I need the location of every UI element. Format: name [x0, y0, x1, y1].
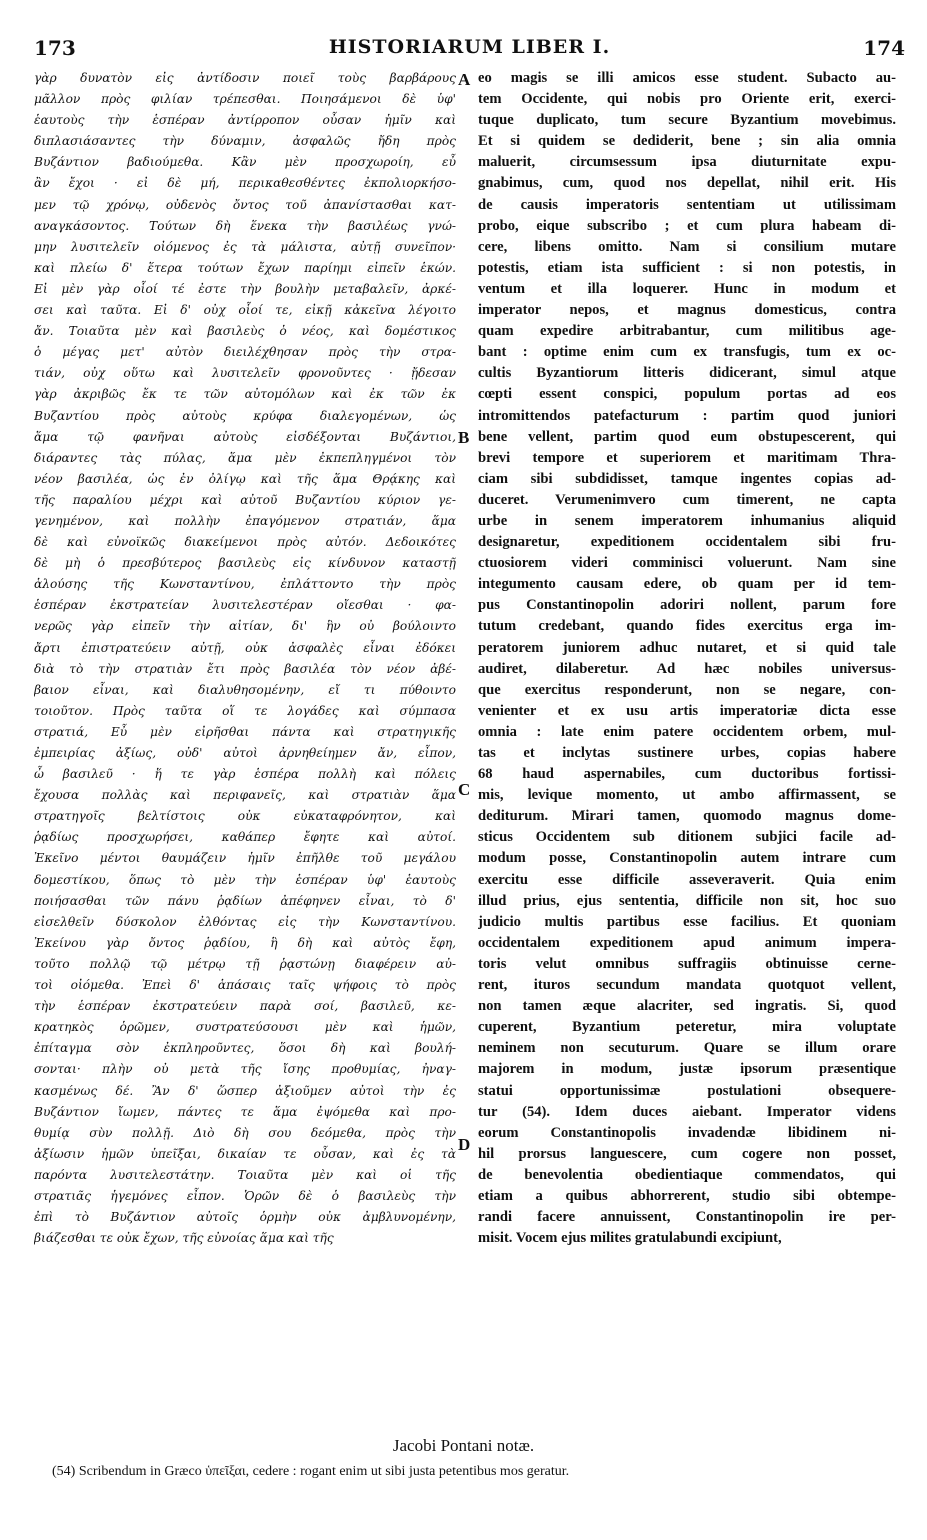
- latin-text-line: exercitu esse difficile asseveraverit. Quia enim: [478, 871, 896, 888]
- latin-text-line: etiam a quibus abhorrerent, studio sibi obtempe-: [478, 1187, 896, 1204]
- greek-text-line: ἀξίωσιν ἡμῶν ὑπεῖξαι, δικαίαν τε οὖσαν, καὶ ἐς τὰ: [34, 1146, 456, 1161]
- latin-text-line: misit. Vocem ejus milites gratulabundi excipiunt,: [478, 1230, 782, 1247]
- running-title: HISTORIARUM LIBER I.: [328, 36, 611, 58]
- latin-text-line: de benevolentia obedientiaque commendatos, qui: [478, 1166, 896, 1183]
- latin-text-line: designaretur, expeditionem occidentalem sibi fru-: [478, 534, 896, 551]
- latin-text-line: cultis Byzantiorum litteris didicerant, simul atque: [478, 365, 896, 382]
- latin-text-line: 68 haud aspernabiles, cum ductoribus fortissi-: [478, 766, 896, 783]
- greek-text-line: στρατιᾶς ἡγεμόνες εἶπον. Ὁρῶν δὲ ὁ βασιλεὺς τὴν: [34, 1188, 456, 1203]
- greek-text-line: τοὶ οἰόμεθα. Ἐπεὶ δ' ἁπάσαις ταῖς ψήφοις τὸ πρὸς: [34, 978, 456, 993]
- latin-text-line: omnia : late enim patere occidentem orbem, mul-: [478, 723, 896, 740]
- greek-text-line: σει καὶ ταῦτα. Εἰ δ' οὐχ οἷοί τε, εἰκῇ κἀκεῖνα λέγοιτο: [34, 303, 456, 318]
- latin-text-line: eorum Constantinopolis invadendæ libidinem ni-: [478, 1124, 896, 1141]
- latin-text-line: ciam sibi subdidisset, tamque ingentes copias ad-: [478, 470, 896, 487]
- greek-text-line: αναγκάσοντος. Τούτων δὴ ἕνεκα τὴν βασιλέως γνώ-: [34, 218, 456, 233]
- greek-text-line: στρατιά, Εὖ μὲν εἰρῆσθαι πάντα καὶ στρατηγικῆς: [34, 724, 456, 739]
- latin-text-line: potestis, etiam ista sufficient : si non potestis, in: [478, 259, 896, 276]
- latin-text-line: peratorem juniorem adhuc nutaret, et si quid tale: [478, 639, 896, 656]
- greek-text-line: δὲ μὴ ὁ πρεσβύτερος βασιλεὺς εἰς κίνδυνον καταστῇ: [34, 556, 456, 571]
- greek-text-line: ἄν. Τοιαῦτα μὲν καὶ βασιλεὺς ὁ νέος, καὶ δομέστικος: [34, 324, 456, 339]
- latin-text-line: neminem non secuturum. Quare se illum orare: [478, 1040, 896, 1057]
- greek-text-line: δομεστίκου, ὅπως τὸ μὲν τὴν ἑσπέραν ὑφ' ἑαυτοὺς: [34, 872, 456, 887]
- latin-text-line: bene vellent, partim quod eum obstupescerent, qui: [478, 428, 896, 445]
- latin-text-line: hil prorsus languescere, cum cogere non posset,: [478, 1145, 896, 1162]
- greek-text-line: διπλασιάσαντες τὴν δύναμιν, ἀσφαλῶς ἤδη πρὸς: [34, 134, 456, 149]
- latin-text-line: maluerit, circumsessum ipsa diuturnitate expu-: [478, 154, 896, 171]
- margin-marker-d: D: [458, 1135, 471, 1154]
- latin-text-line: cere, libens omitto. Nam si consilium mutare: [478, 238, 896, 255]
- latin-text-line: statui opportunissimæ postulationi obsequere-: [478, 1082, 896, 1099]
- latin-text-line: non tamen æque alacriter, sed ingratis. Si, quod: [478, 998, 896, 1015]
- greek-text-line: ὦ βασιλεῦ · ἥ τε γὰρ ἑσπέρα πολλὴ καὶ πόλεις: [34, 767, 456, 782]
- greek-text-line: εἰσελθεῖν δύσκολον ἐλθόντας εἰς τὴν Κωνσταντίνου.: [34, 914, 456, 929]
- latin-text-line: tutum credebant, quando fides exercitus erga im-: [478, 618, 896, 635]
- greek-text-line: ἑαυτοὺς τὴν ἑσπέραν ἀντίρροπον οὖσαν ἡμῖν καὶ: [34, 113, 456, 128]
- greek-text-line: τοῦτο πολλῷ τῷ μέτρῳ τῇ ῥᾳστώνῃ διαφέρειν αὐ-: [34, 956, 456, 971]
- latin-text-line: de causis imperatoris sententiam ut utilissimam: [478, 196, 896, 213]
- greek-text-line: στρατηγοῖς βελτίστοις οὐκ εὐκαταφρόνητον, καὶ: [34, 809, 456, 824]
- greek-text-line: ῥᾳδίως προσχωρήσει, καθάπερ ἔφητε καὶ αὐτοί.: [34, 830, 456, 845]
- greek-text-line: Βυζάντιον βαδιούμεθα. Κἂν μὲν προσχωροίη, εὖ: [34, 155, 456, 170]
- greek-text-line: διὰ τὸ τὴν στρατιὰν ἔτι πρὸς βασιλέα τὸν νέον ἀβέ-: [34, 661, 456, 676]
- greek-text-line: μην λυσιτελεῖν οἰόμενος ἐς τὰ μάλιστα, αὐτῇ συνεῖπον·: [34, 239, 456, 254]
- greek-text-line: κασμένως δέ. Ἂν δ' ὥσπερ ἀξιοῦμεν αὐτοὶ τὴν ἐς: [34, 1083, 456, 1098]
- latin-text-line: randi facere annuissent, Constantinopolin ire per-: [478, 1209, 896, 1226]
- latin-text-line: pus Constantinopolin adoriri nollent, parum fore: [478, 597, 896, 614]
- latin-text-line: cuperent, Byzantium peteretur, mira voluptate: [478, 1019, 896, 1036]
- greek-text-line: μᾶλλον πρὸς φιλίαν τρέπεσθαι. Ποιησάμενοι δὲ ὑφ': [34, 92, 456, 107]
- greek-text-line: θυμίᾳ σὺν πολλῇ. Διὸ δὴ σου δεόμεθα, πρὸς τὴν: [34, 1125, 456, 1140]
- greek-text-line: Ἐκεῖνο μέντοι θαυμάζειν ἡμῖν ἐπῆλθε τοῦ μεγάλου: [34, 851, 456, 866]
- latin-text-line: audiret, dilaberetur. Ad hæc nobiles universus-: [478, 660, 896, 677]
- greek-text-line: Ἐκείνου γὰρ ὄντος ῥᾳδίου, ἣ δὴ καὶ αὐτὸς ἔφη,: [34, 935, 456, 950]
- greek-text-line: Βυζαντίου πρὸς αὐτοὺς κρύφα διαλεγομένων, ὡς: [34, 408, 456, 423]
- margin-marker-b: B: [458, 428, 470, 447]
- latin-text-column: [478, 68, 896, 1249]
- margin-marker-c: C: [458, 780, 471, 799]
- greek-text-line: δὲ καὶ εὐνοϊκῶς διακείμενοι πρὸς αὐτόν. Δεδοικότες: [34, 535, 456, 550]
- greek-text-line: γὰρ δυνατὸν εἰς ἀντίδοσιν ποιεῖ τοὺς βαρβάρους: [34, 71, 456, 85]
- latin-text-line: gnabimus, cum, quod nos depellat, nihil erit. His: [478, 175, 896, 192]
- latin-text-line: intromittendos patefacturum : partim quod juniori: [478, 407, 896, 424]
- greek-text-line: ἑσπέραν ἐκστρατείαν λυσιτελεστέραν οἴεσθαι · φα-: [34, 598, 456, 613]
- greek-text-line: ἔχουσα πολλὰς καὶ περιφανεῖς, καὶ στρατιὰν ἅμα: [34, 788, 456, 803]
- greek-text-line: Εἰ μὲν γὰρ οἷοί τέ ἐστε τὴν βουλὴν μεταβαλεῖν, ἀρκέ-: [34, 281, 456, 296]
- greek-text-line: ἅμα τῷ φανῆναι αὐτοὺς εἰσδέξονται Βυζάντιοι,: [34, 429, 456, 444]
- greek-text-line: ὁ μέγας μετ' αὐτὸν διειλέχθησαν πρὸς τὴν στρα-: [34, 345, 456, 360]
- latin-text-line: que exercitus responderunt, non se negare, con-: [478, 681, 896, 698]
- latin-text-line: illud prius, ejus sententia, difficile non sit, hoc suo: [478, 892, 896, 909]
- latin-text-line: occidentalem expeditionem apud animum impera-: [478, 934, 896, 951]
- notes-title: Jacobi Pontani notæ.: [392, 1436, 535, 1455]
- latin-text-line: brevi tempore et superiorem et maritimam Thra-: [478, 449, 896, 466]
- latin-text-line: bant : optime enim cum ex transfugis, tum ex oc-: [478, 344, 896, 361]
- latin-text-line: Et si quidem se dediderit, bene ; sin alia omnia: [478, 133, 896, 150]
- latin-text-line: imperator nepos, et magnus domesticus, contra: [478, 302, 896, 319]
- greek-text-line: γενημένον, καὶ πολλὴν ἐπαγόμενον στρατιάν, ἅμα: [34, 513, 456, 528]
- latin-text-line: dediturum. Mirari tamen, quomodo magnus dome-: [478, 808, 896, 825]
- greek-text-line: ποιήσασθαι τῶν πάνυ ῥᾳδίων ἀπέφηνεν εἶναι, τὸ δ': [34, 893, 456, 908]
- latin-text-line: toris velut omnibus suffragiis obtinuisse cerne-: [478, 955, 896, 972]
- latin-text-line: integumento causam edere, ob quam per id tem-: [478, 576, 896, 593]
- latin-text-line: mis, levique momento, ut ambo affirmassent, se: [478, 787, 896, 804]
- latin-text-line: sticus Occidentem sub ditionem subjici facile ad-: [478, 829, 896, 846]
- latin-text-line: venienter et ex usu artis imperatoriæ dicta esse: [478, 702, 896, 719]
- latin-text-line: urbe in senem imperatorem inhumanius aliquid: [478, 512, 896, 529]
- latin-text-line: tuque duplicato, tum secure Byzantium movebimus.: [478, 112, 896, 129]
- latin-text-line: probo, eique subscribo ; et cum plura habeam di-: [478, 217, 896, 234]
- greek-text-line: τὴν ἑσπέραν ἐκστρατεύειν παρὰ σοί, βασιλεῦ, κε-: [34, 999, 456, 1014]
- latin-text-line: cœpti essent conspici, populum portas ad eos: [478, 386, 896, 403]
- latin-text-line: quam expedire arbitrabantur, cum militibus age-: [478, 323, 896, 340]
- greek-text-line: νερῶς γὰρ εἰπεῖν τὴν αἰτίαν, δι' ἣν οὐ βούλοιντο: [34, 619, 456, 634]
- latin-text-line: modum posse, Constantinopolin autem intrare cum: [478, 850, 896, 867]
- latin-text-line: tem Occidente, qui nobis pro Oriente erit, exerci-: [478, 91, 896, 108]
- greek-text-line: ἐμπειρίας ἀξίως, οὐδ' αὐτοὶ ἀρνηθείημεν ἄν, εἶπον,: [34, 746, 456, 760]
- latin-text-line: ventum et illa loquerer. Hunc in modum et: [478, 280, 896, 297]
- greek-text-line: μεν τῷ χρόνῳ, οὐδενὸς ὄντος τοῦ ἀπανίστασθαι κατ-: [34, 197, 456, 212]
- greek-text-line: διάραντες τὰς πύλας, ἅμα μὲν ἐκπεπληγμένοι τὸν: [34, 450, 456, 465]
- latin-text-line: duceret. Verumenimvero cum timerent, ne capta: [478, 491, 896, 508]
- latin-text-line: tas et inclytas sustinere urbes, copias habere: [478, 745, 896, 761]
- left-page-number: 173: [34, 36, 76, 60]
- greek-text-line: κρατηκὸς ὁρῶμεν, συστρατεύσουσι μὲν καὶ ἡμῶν,: [34, 1020, 456, 1035]
- greek-text-line: καὶ πλείω δ' ἕτερα τούτων ἔχων παρίημι εἰπεῖν ἑκών.: [34, 260, 456, 275]
- greek-text-line: τῆς παραλίου μέχρι καὶ αὐτοῦ Βυζαντίου κύριον γε-: [34, 492, 456, 507]
- right-page-number: 174: [863, 36, 905, 60]
- margin-marker-a: A: [458, 70, 471, 89]
- latin-text-line: judicio multis partibus esse facilius. Et quoniam: [478, 913, 896, 930]
- page-header: [34, 36, 905, 62]
- greek-text-line: βιάζεσθαι τε οὐκ ἔχων, τῆς εὐνοίας ἅμα καὶ τῆς: [34, 1231, 334, 1246]
- greek-text-line: νέον βασιλέα, ὡς ἐν ὀλίγῳ καὶ τῆς ἅμα Θρᾴκης καὶ: [34, 471, 456, 486]
- latin-text-line: ctuosiorem videri comminisci voluerunt. Nam sine: [478, 555, 896, 572]
- greek-text-line: ἐπὶ τὸ Βυζάντιον αὐτοῖς ὁρμὴν οὐκ ἀμβλυνομένην,: [34, 1210, 456, 1225]
- greek-text-line: ἄρτι ἐπιστρατεύειν αὐτῇ, οὐκ ἀσφαλὲς εἶναι ἐδόκει: [34, 640, 456, 655]
- latin-text-line: majorem in modum, justæ ipsorum præsentique: [478, 1061, 896, 1078]
- greek-text-line: ἁλούσης τῆς Κωνσταντίνου, ἐπλάττοντο τὴν πρὸς: [34, 577, 456, 592]
- footnote: (54) Scribendum in Græco ὑπεῖξαι, cedere : rogant enim ut sibi justa petentibus mos geratur.: [52, 1464, 570, 1479]
- greek-text-line: τιάν, οὐχ οὕτω καὶ λυσιτελεῖν φρονοῦντες · ᾔδεσαν: [34, 366, 456, 381]
- greek-text-line: παρόντα λυσιτελεστάτην. Τοιαῦτα μὲν καὶ οἱ τῆς: [34, 1167, 456, 1182]
- greek-text-line: ἂν ἔχοι · εἰ δὲ μή, περικαθεσθέντες ἐκπολιορκήσο-: [34, 176, 456, 191]
- latin-text-line: tur (54). Idem duces aiebant. Imperator videns: [478, 1103, 896, 1120]
- greek-text-line: τοιοῦτον. Πρὸς ταῦτα οἵ τε λογάδες καὶ σύμπασα: [34, 703, 456, 718]
- latin-text-line: rent, ituros secundum mandata quotquot vellent,: [478, 977, 896, 994]
- greek-text-line: βαιον εἶναι, καὶ διαλυθησομένην, εἴ τι πύθοιντο: [34, 682, 456, 697]
- greek-text-line: ἐπίταγμα σὸν ἐκπληροῦντες, ὅσοι δὴ καὶ βουλή-: [34, 1041, 456, 1056]
- latin-text-line: eo magis se illi amicos esse student. Subacto au-: [478, 70, 896, 86]
- greek-text-column: [34, 68, 456, 1249]
- greek-text-line: σονται· πλὴν οὐ μετὰ τῆς ἴσης προθυμίας, ἠναγ-: [34, 1062, 456, 1077]
- greek-text-line: Βυζάντιον ἴωμεν, πάντες τε ἅμα ἐψόμεθα καὶ προ-: [34, 1104, 456, 1119]
- greek-text-line: γὰρ ἀκριβῶς ἔκ τε τῶν αὐτομόλων καὶ ἐκ τῶν ἐκ: [34, 387, 456, 402]
